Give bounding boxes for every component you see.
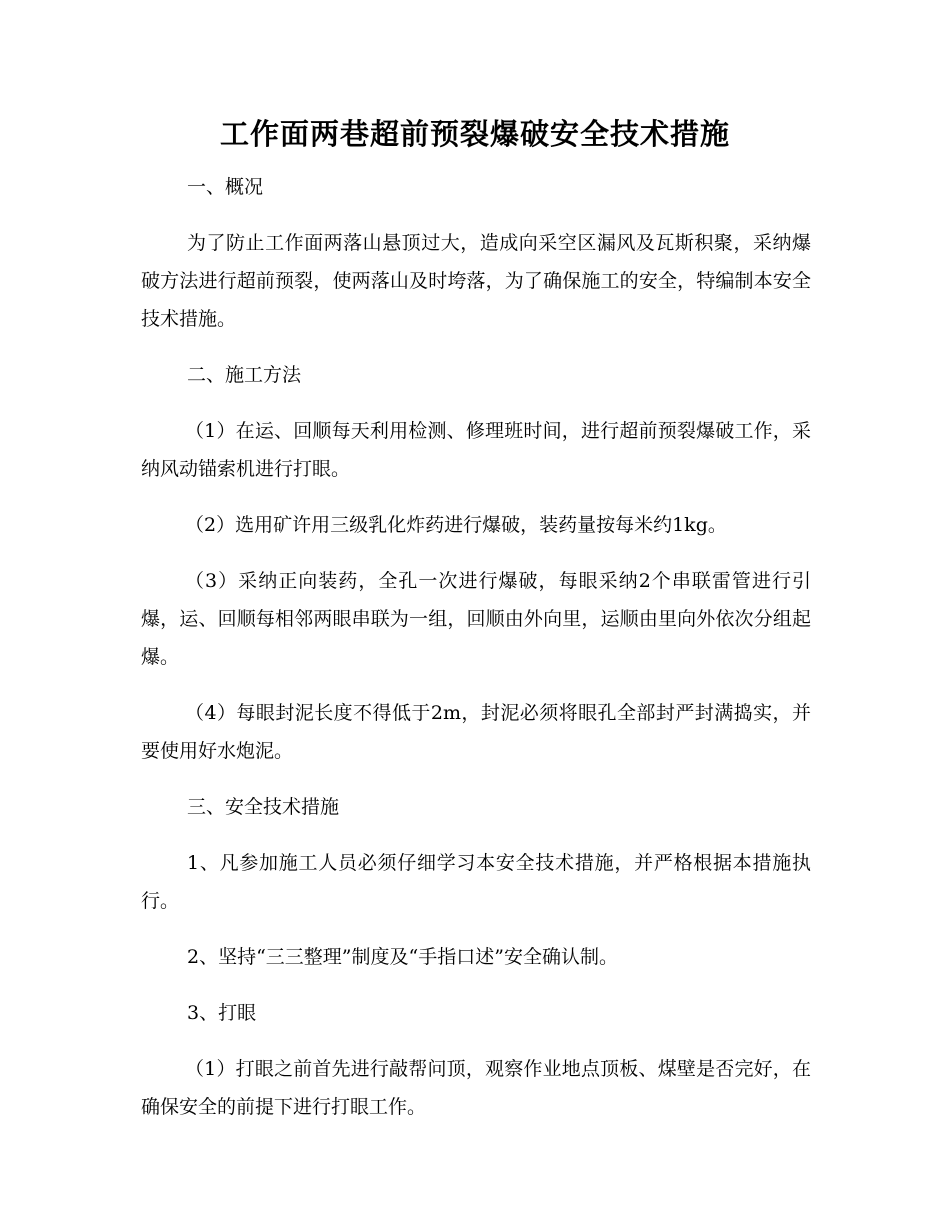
document-body — [141, 168, 811, 1144]
document-title: 工作面两巷超前预裂爆破安全技术措施 — [219, 117, 730, 151]
paragraph-method-3: （3）采纳正向装药，全孔一次进行爆破，每眼采纳2个串联雷管进行引爆，运、回顺每相邻两眼串联为一组，回顺由外向里，运顺由里向外依次分组起爆。 — [141, 570, 811, 668]
section-heading-construction-method: 二、施工方法 — [187, 364, 302, 386]
subsection-heading-drilling: 3、打眼 — [187, 1002, 257, 1024]
paragraph-safety-1: 1、凡参加施工人员必须仔细学习本安全技术措施，并严格根据本措施执行。 — [141, 852, 811, 912]
paragraph-overview: 为了防止工作面两落山悬顶过大，造成向采空区漏风及瓦斯积聚，采纳爆破方法进行超前预裂，使两落山及时垮落，为了确保施工的安全，特编制本安全技术措施。 — [141, 232, 811, 330]
paragraph-method-1: （1）在运、回顺每天利用检测、修理班时间，进行超前预裂爆破工作，采纳风动锚索机进行打眼。 — [141, 420, 811, 480]
paragraph-method-4: （4）每眼封泥长度不得低于2m，封泥必须将眼孔全部封严封满捣实，并要使用好水炮泥。 — [141, 702, 811, 762]
paragraph-safety-2: 2、坚持“三三整理”制度及“手指口述”安全确认制。 — [187, 946, 618, 968]
section-heading-overview: 一、概况 — [187, 176, 264, 198]
section-heading-safety-measures: 三、安全技术措施 — [187, 796, 340, 818]
paragraph-drilling-1: （1）打眼之前首先进行敲帮问顶，观察作业地点顶板、煤壁是否完好，在确保安全的前提下进行打眼工作。 — [141, 1058, 811, 1118]
paragraph-method-2: （2）选用矿许用三级乳化炸药进行爆破，装药量按每米约1kg。 — [185, 514, 727, 536]
